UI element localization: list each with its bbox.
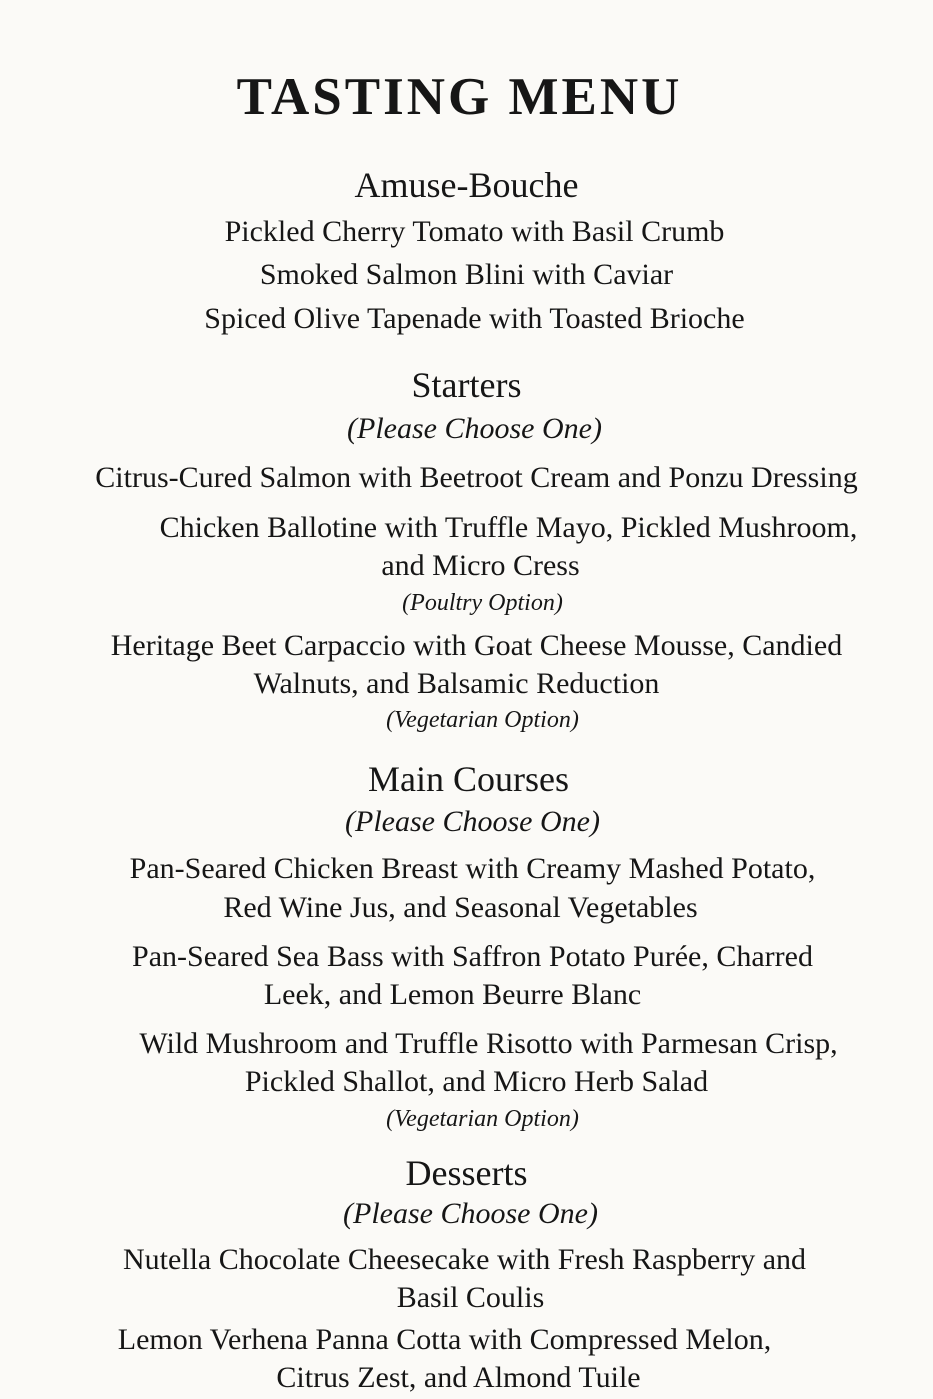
starter-3-note: (Vegetarian Option) [386,707,579,733]
main-1-line2: Red Wine Jus, and Seasonal Vegetables [223,891,698,924]
desserts-heading: Desserts [405,1153,528,1193]
starters-choose-note: (Please Choose One) [347,412,602,445]
main-2-line2: Leek, and Lemon Beurre Blanc [263,978,642,1011]
amuse-item-2: Smoked Salmon Blini with Caviar [259,258,674,291]
main-3-line1: Wild Mushroom and Truffle Risotto with Parmesan Crisp, [139,1027,838,1060]
starter-2-line1: Chicken Ballotine with Truffle Mayo, Pickled Mushroom, [159,511,858,544]
starters-heading: Starters [411,365,522,405]
main-1-line1: Pan-Seared Chicken Breast with Creamy Mashed Potato, [129,852,816,885]
amuse-item-1: Pickled Cherry Tomato with Basil Crumb [224,215,725,248]
starter-2-note: (Poultry Option) [402,590,563,616]
amuse-item-3: Spiced Olive Tapenade with Toasted Brioche [204,302,745,335]
main-3-line2: Pickled Shallot, and Micro Herb Salad [244,1065,709,1098]
starter-1: Citrus-Cured Salmon with Beetroot Cream and Ponzu Dressing [95,461,858,494]
main-3-note: (Vegetarian Option) [386,1106,579,1132]
amuse-bouche-heading: Amuse-Bouche [354,165,579,205]
dessert-2-line2: Citrus Zest, and Almond Tuile [276,1361,641,1394]
dessert-2-line1: Lemon Verhena Panna Cotta with Compressed Melon, [117,1323,772,1356]
mains-choose-note: (Please Choose One) [345,805,600,838]
starter-3-line2: Walnuts, and Balsamic Reduction [253,667,660,700]
dessert-1-line1: Nutella Chocolate Cheesecake with Fresh Raspberry and [122,1243,807,1276]
menu-title: TASTING MENU [236,68,683,126]
main-courses-heading: Main Courses [368,759,569,799]
desserts-choose-note: (Please Choose One) [343,1197,598,1230]
starter-2-line2: and Micro Cress [381,549,580,582]
starter-3-line1: Heritage Beet Carpaccio with Goat Cheese Mousse, Candied [110,629,843,662]
dessert-1-line2: Basil Coulis [396,1281,545,1314]
main-2-line1: Pan-Seared Sea Bass with Saffron Potato Purée, Charred [132,940,813,973]
